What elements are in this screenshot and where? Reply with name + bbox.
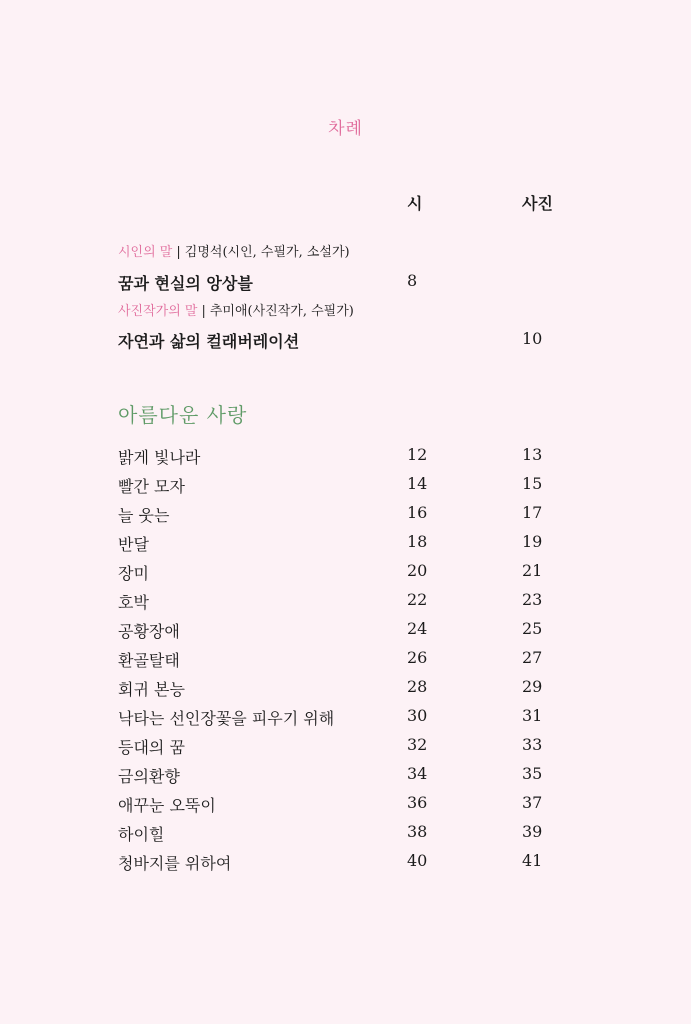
- entry-title: 장미: [118, 564, 149, 583]
- poem-page: 38: [407, 822, 428, 841]
- photo-page: 31: [522, 706, 543, 725]
- toc-row[interactable]: [0, 590, 691, 619]
- entry-title: 애꾸눈 오뚝이: [118, 796, 216, 815]
- photo-page: 33: [522, 735, 543, 754]
- photo-page: 39: [522, 822, 543, 841]
- photo-page: 23: [522, 590, 543, 609]
- entry-title: 금의환향: [118, 767, 180, 786]
- toc-row[interactable]: [0, 735, 691, 764]
- photo-page: 13: [522, 445, 543, 464]
- toc-row[interactable]: [0, 474, 691, 503]
- photo-page: 15: [522, 474, 543, 493]
- photo-page: 37: [522, 793, 543, 812]
- poem-page: 12: [407, 445, 428, 464]
- poem-page: 24: [407, 619, 428, 638]
- intro-title[interactable]: 자연과 삶의 컬래버레이션: [118, 332, 300, 351]
- photo-page: 35: [522, 764, 543, 783]
- entry-title: 밝게 빛나라: [118, 448, 201, 467]
- toc-row[interactable]: [0, 532, 691, 561]
- intro-credit: [118, 300, 354, 319]
- photo-page: 19: [522, 532, 543, 551]
- intro-photo-page: 10: [522, 329, 543, 348]
- poem-page: 28: [407, 677, 428, 696]
- entry-title: 하이힐: [118, 825, 165, 844]
- entry-title: 낙타는 선인장꽃을 피우기 위해: [118, 709, 335, 728]
- intro-title[interactable]: 꿈과 현실의 앙상블: [118, 274, 253, 293]
- intro-label: 사진작가의 말: [118, 304, 198, 319]
- intro-credit: [118, 241, 350, 260]
- header-poem: 시: [407, 194, 423, 213]
- toc-row[interactable]: [0, 445, 691, 474]
- intro-poem-page: 8: [407, 271, 418, 290]
- poem-page: 36: [407, 793, 428, 812]
- toc-row[interactable]: [0, 677, 691, 706]
- intro-separator: |: [201, 304, 206, 319]
- toc-row[interactable]: [0, 764, 691, 793]
- poem-page: 40: [407, 851, 428, 870]
- entry-title: 등대의 꿈: [118, 738, 185, 757]
- entry-title: 늘 웃는: [118, 506, 170, 525]
- entry-title: 빨간 모자: [118, 477, 185, 496]
- intro-author: 추미애(사진작가, 수필가): [209, 304, 354, 319]
- entry-title: 청바지를 위하여: [118, 854, 232, 873]
- toc-row[interactable]: [0, 822, 691, 851]
- entry-title: 회귀 본능: [118, 680, 185, 699]
- section-title: 아름다운 사랑: [118, 403, 248, 427]
- header-photo: 사진: [522, 194, 553, 213]
- page-title: 차례: [328, 119, 363, 139]
- poem-page: 32: [407, 735, 428, 754]
- poem-page: 22: [407, 590, 428, 609]
- photo-page: 21: [522, 561, 543, 580]
- intro-author: 김명석(시인, 수필가, 소설가): [184, 245, 350, 260]
- poem-page: 18: [407, 532, 428, 551]
- toc-row[interactable]: [0, 706, 691, 735]
- photo-page: 27: [522, 648, 543, 667]
- intro-label: 시인의 말: [118, 245, 173, 260]
- photo-page: 25: [522, 619, 543, 638]
- toc-row[interactable]: [0, 793, 691, 822]
- toc-row[interactable]: [0, 503, 691, 532]
- toc-row[interactable]: [0, 648, 691, 677]
- toc-row[interactable]: [0, 851, 691, 880]
- photo-page: 29: [522, 677, 543, 696]
- poem-page: 34: [407, 764, 428, 783]
- entry-title: 공황장애: [118, 622, 180, 641]
- photo-page: 17: [522, 503, 543, 522]
- intro-separator: |: [176, 245, 181, 260]
- poem-page: 20: [407, 561, 428, 580]
- entry-title: 호박: [118, 593, 149, 612]
- toc-row[interactable]: [0, 619, 691, 648]
- poem-page: 14: [407, 474, 428, 493]
- photo-page: 41: [522, 851, 543, 870]
- entry-title: 환골탈태: [118, 651, 180, 670]
- entry-title: 반달: [118, 535, 149, 554]
- poem-page: 16: [407, 503, 428, 522]
- toc-row[interactable]: [0, 561, 691, 590]
- poem-page: 26: [407, 648, 428, 667]
- poem-page: 30: [407, 706, 428, 725]
